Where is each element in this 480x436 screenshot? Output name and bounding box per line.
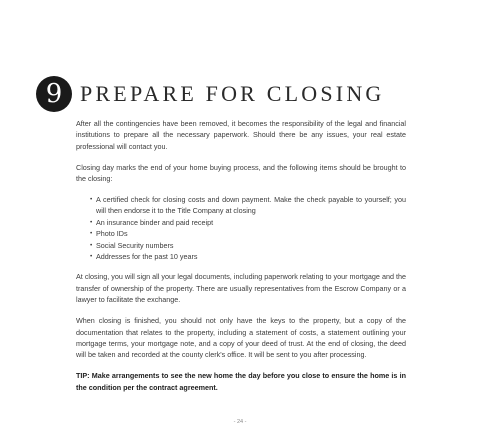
list-item: • Social Security numbers [90,240,406,251]
step-number-badge: 9 [36,76,72,112]
section-title: PREPARE FOR CLOSING [80,81,385,106]
page-number: - 24 - [233,419,247,425]
list-item: • An insurance binder and paid receipt [90,217,406,228]
documents-paragraph: At closing, you will sign all your legal documents, including paperwork relating to your mortgage and the transfer of ownership of the property. There are usually representatives from the Escrow Company or a lawyer to facilitate the exchange. [76,272,406,305]
body-text [76,118,406,403]
closing-checklist [76,194,406,262]
closing-finished-paragraph: When closing is finished, you should not only have the keys to the property, but a copy of the documentation that relates to the property, including a statement of costs, a statement outlining your mortgage terms, your mortgage note, and a copy of your deed of trust. At the end of closing, the deed will be taken and recorded at the county clerk's office. It will be sent to you after processing. [76,316,406,360]
list-item: • A certified check for closing costs and down payment. Make the check payable to yourself; you will then endorse it to the Title Company at closing [90,194,406,217]
list-item: • Photo IDs [90,228,406,239]
closing-day-paragraph: Closing day marks the end of your home buying process, and the following items should be brought to the closing: [76,162,406,184]
tip-paragraph: TIP: Make arrangements to see the new home the day before you close to ensure the home is in the condition per the contract agreement. [76,371,406,392]
list-item: • Addresses for the past 10 years [90,251,406,262]
intro-paragraph: After all the contingencies have been removed, it becomes the responsibility of the legal and financial institutions to prepare all the necessary paperwork. Should there be any issues, your real estate professional will contact you. [76,119,406,151]
section-header [36,76,385,112]
